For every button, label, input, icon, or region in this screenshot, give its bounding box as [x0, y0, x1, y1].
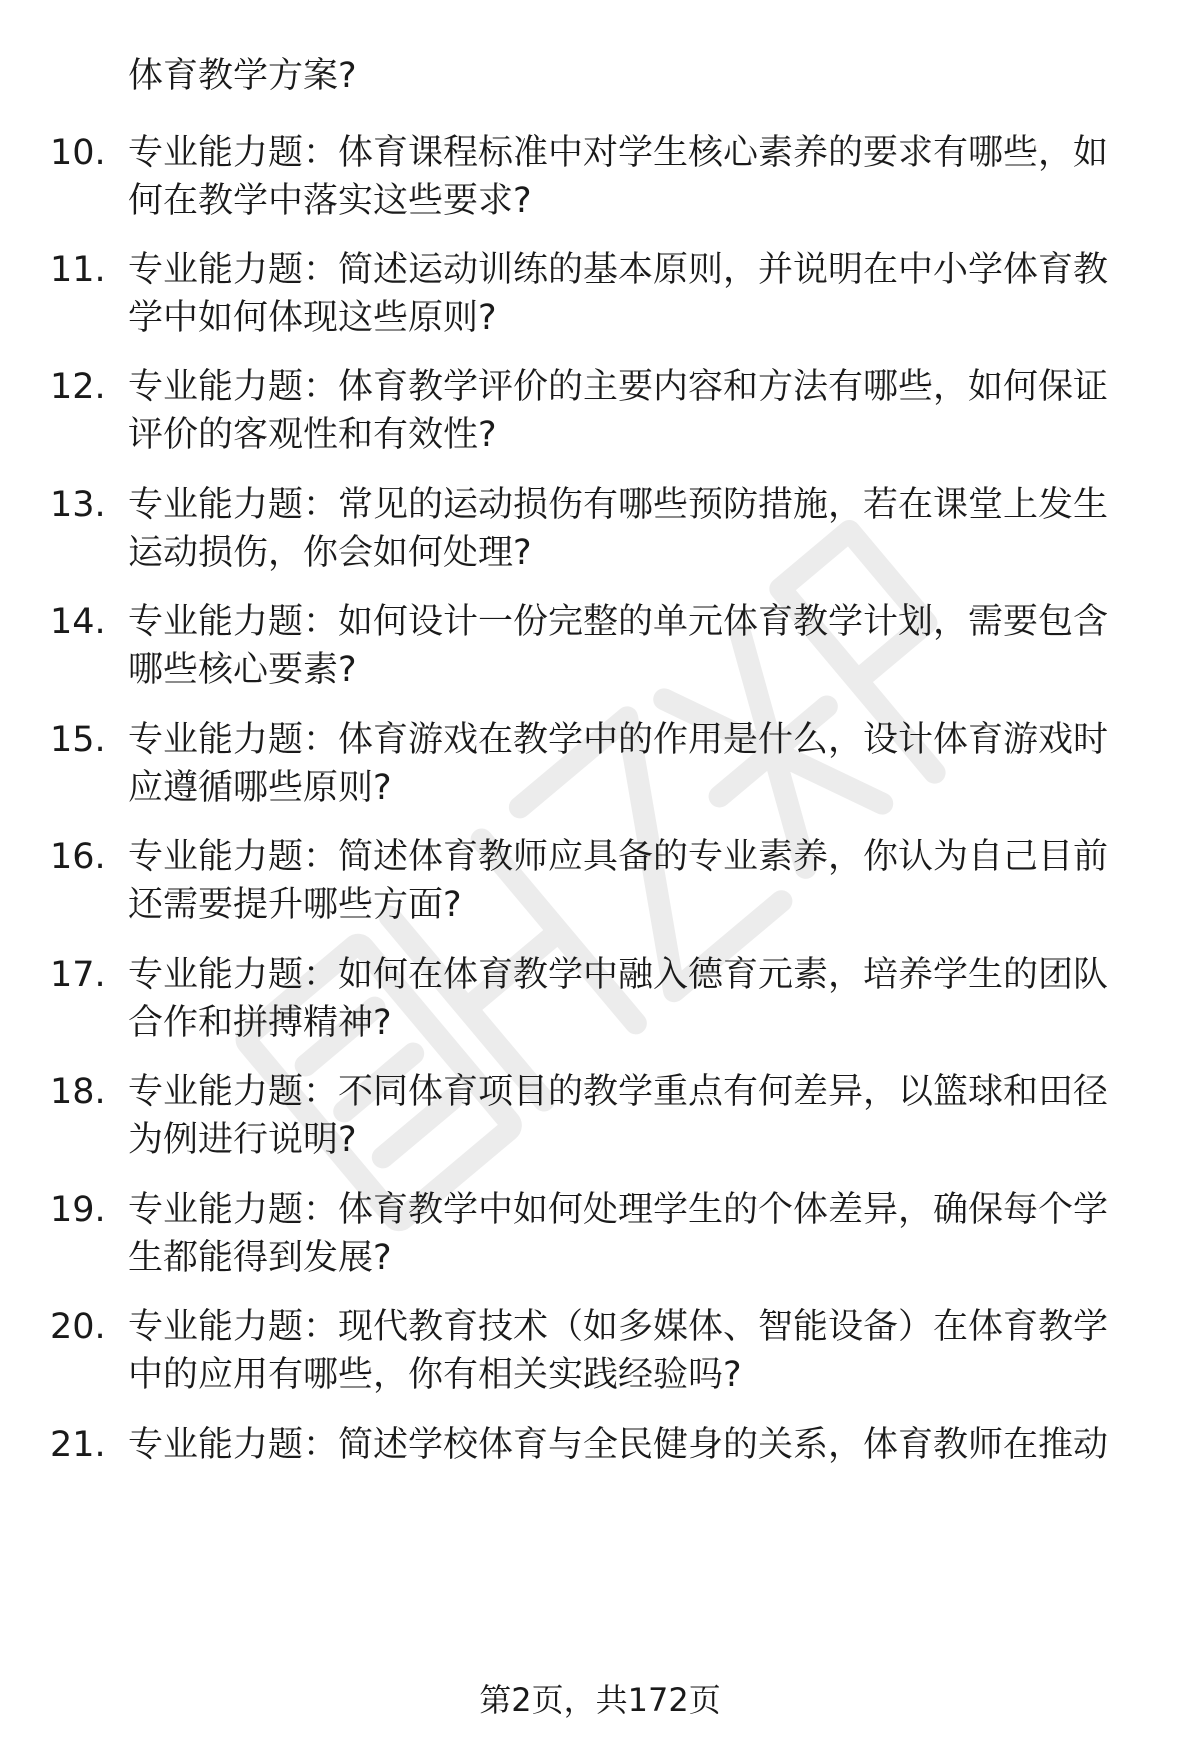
item-number: 16. [50, 837, 106, 877]
item-line: 生都能得到发展? [128, 1238, 392, 1278]
item-text [128, 1068, 1140, 1164]
item-line: 专业能力题：常见的运动损伤有哪些预防措施，若在课堂上发生 [128, 485, 1109, 525]
item-line: 还需要提升哪些方面? [128, 885, 462, 925]
item-line: 专业能力题：简述学校体育与全民健身的关系，体育教师在推动 [128, 1425, 1109, 1465]
item-number: 19. [50, 1190, 106, 1230]
item-text [128, 129, 1140, 225]
item-line: 运动损伤，你会如何处理? [128, 533, 532, 573]
item-line: 专业能力题：体育课程标准中对学生核心素养的要求有哪些，如 [128, 133, 1109, 173]
item-number: 14. [50, 602, 106, 642]
item-line: 为例进行说明? [128, 1120, 357, 1160]
item-line: 学中如何体现这些原则? [128, 298, 497, 338]
item-number: 17. [50, 955, 106, 995]
item-text [128, 1303, 1140, 1399]
item-line: 专业能力题：简述运动训练的基本原则，并说明在中小学体育教 [128, 250, 1109, 290]
item-text [128, 716, 1140, 812]
item-line: 专业能力题：体育教学中如何处理学生的个体差异，确保每个学 [128, 1190, 1109, 1230]
item-line: 中的应用有哪些，你有相关实践经验吗? [128, 1355, 742, 1395]
item-line: 专业能力题：如何在体育教学中融入德育元素，培养学生的团队 [128, 955, 1109, 995]
item-text [128, 1421, 1140, 1469]
item-text [128, 363, 1140, 459]
item-number: 15. [50, 720, 106, 760]
item-text [128, 52, 1140, 100]
item-text [128, 1186, 1140, 1282]
item-number: 13. [50, 485, 106, 525]
item-line: 专业能力题：如何设计一份完整的单元体育教学计划，需要包含 [128, 602, 1109, 642]
item-line: 应遵循哪些原则? [128, 768, 392, 808]
item-number: 10. [50, 133, 106, 173]
item-line: 专业能力题：现代教育技术（如多媒体、智能设备）在体育教学 [128, 1307, 1109, 1347]
item-text [128, 833, 1140, 929]
item-line: 专业能力题：不同体育项目的教学重点有何差异，以篮球和田径 [128, 1072, 1109, 1112]
item-line: 哪些核心要素? [128, 650, 357, 690]
item-line: 合作和拼搏精神? [128, 1003, 392, 1043]
page-footer: 第2页，共172页 [479, 1681, 721, 1719]
item-line: 专业能力题：体育游戏在教学中的作用是什么，设计体育游戏时 [128, 720, 1109, 760]
item-line: 专业能力题：体育教学评价的主要内容和方法有哪些，如何保证 [128, 367, 1109, 407]
item-line: 评价的客观性和有效性? [128, 415, 497, 455]
item-number: 21. [50, 1425, 106, 1465]
item-text [128, 951, 1140, 1047]
item-number: 20. [50, 1307, 106, 1347]
item-line: 专业能力题：简述体育教师应具备的专业素养，你认为自己目前 [128, 837, 1109, 877]
item-text [128, 246, 1140, 342]
item-line: 体育教学方案? [128, 56, 357, 96]
item-text [128, 598, 1140, 694]
item-line: 何在教学中落实这些要求? [128, 181, 532, 221]
item-number: 11. [50, 250, 106, 290]
item-number: 12. [50, 367, 106, 407]
item-number: 18. [50, 1072, 106, 1112]
item-text [128, 481, 1140, 577]
